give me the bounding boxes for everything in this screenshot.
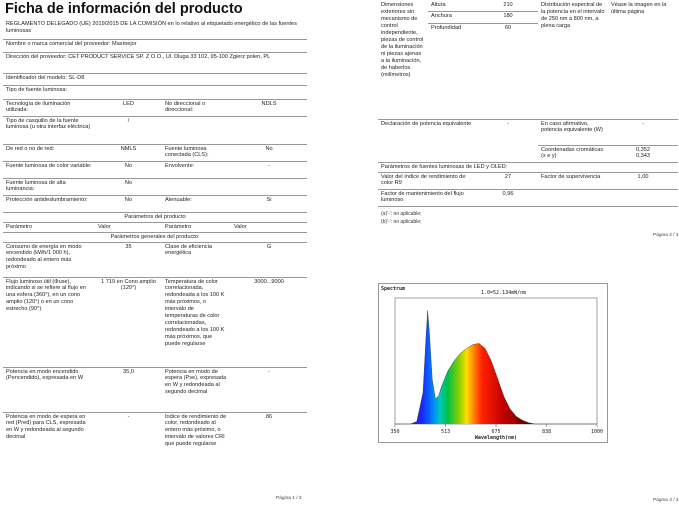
brand-label: Nombre o marca comercial del proveedor: (6, 40, 111, 47)
row-label: Factor de supervivencia (538, 172, 608, 189)
regulation-text: REGLAMENTO DELEGADO (UE) 2019/2015 DE LA COMISIÓN en lo relativo al etiquetado energético de las fuentes luminosas (6, 21, 297, 34)
row-label: Potencia en modo de espera (Pse), expresada en W y redondeada al segundo decimal (162, 367, 231, 412)
column-header: Valor (231, 222, 307, 232)
row-label (162, 178, 231, 195)
row-label: Tipo de casquillo de la fuente luminosa (u otra interfaz eléctrica) (3, 116, 95, 144)
footnote-a: (a)'-': no aplicable; (381, 210, 422, 217)
table-row (3, 242, 307, 277)
row-label: Temperatura de color correlacionada, redondeada a los 100 K más próximos, o intervalo de temperaturas de color correlacionadas, redondeado a los 100 K más próximos, que puede regularse (162, 277, 231, 367)
row-label: Declaración de potencia equivalente (378, 119, 478, 145)
table-row (3, 144, 307, 161)
row-label: Fuente luminosa de color variable: (3, 161, 95, 178)
table-row (3, 195, 307, 212)
product-info-table-continued (378, 1, 678, 227)
regulation-row (3, 20, 307, 39)
general-params-header: Parámetros generales del producto: (3, 232, 307, 242)
row-value: - (478, 119, 538, 145)
row-value: NDLS (231, 99, 307, 116)
dims-row (378, 1, 678, 12)
chroma-y: 0,343 (636, 153, 650, 160)
row-label: Índice de rendimiento de color, redondeado al entero más próximo, o intervalo de valores CRI que puede regularse (162, 412, 231, 464)
table-row (3, 116, 307, 144)
address-row (3, 52, 307, 73)
chroma-x: 0,352 (636, 146, 650, 153)
page-2 (375, 0, 679, 245)
row-label: Factor de mantenimiento del flujo luminoso (378, 189, 478, 206)
spectrum-reading: 1.0=52.134mW/nm (481, 290, 527, 296)
general-params-header-row (3, 232, 307, 242)
led-header-row (378, 162, 678, 172)
page-title: Ficha de información del producto (5, 1, 243, 17)
row-value: LED (95, 99, 162, 116)
source-type-label: Tipo de fuente luminosa: (3, 85, 307, 99)
row-value: 35,0 (95, 367, 162, 412)
page-1 (0, 0, 330, 506)
model-row (3, 73, 307, 85)
dim-value: 210 (478, 1, 538, 12)
row-value (231, 178, 307, 195)
row-label: Flujo luminoso útil (Φuse), indicando si se refiere al flujo en una esfera (360°), en un cono amplio (120°) o en un cono estrecho (90°) (3, 277, 95, 367)
spectrum-chart (378, 283, 608, 443)
table-row (3, 412, 307, 464)
row-label: Potencia en modo de espera en red (Pred) para CLS, expresada en W y redondeada al segundo decimal (3, 412, 95, 464)
spectral-label: Distribución espectral de la potencia en el intervalo de 250 nm a 800 nm, a plena carga (541, 2, 605, 29)
dim-name: Anchura (428, 12, 478, 23)
notes-row (378, 206, 678, 227)
row-value: G (231, 242, 307, 277)
address-label: Dirección del proveedor: (6, 53, 67, 60)
spectrum-area (395, 311, 597, 424)
row-label: Fuente luminosa de alta luminancia: (3, 178, 95, 195)
page-3 (375, 255, 679, 506)
row-value: 1,00 (608, 172, 678, 189)
row-value: 35 (95, 242, 162, 277)
row-label: En caso afirmativo, potencia equivalente (W) (538, 119, 608, 145)
row-value: 1 719 en Cono amplio (120°) (95, 277, 162, 367)
row-value (231, 116, 307, 144)
x-tick-label: 1000 (590, 429, 604, 435)
table-row (378, 189, 678, 206)
model-value: SL-D8 (68, 74, 85, 81)
product-params-header-row (3, 212, 307, 222)
row-label: De red o no de red: (3, 144, 95, 161)
source-type-row (3, 85, 307, 99)
row-label: Atenuable: (162, 195, 231, 212)
row-label: Consumo de energía en modo encendido (kWh/1 000 h), redondeado al entero más próximo (3, 242, 95, 277)
column-header: Valor (95, 222, 162, 232)
row-value: / (95, 116, 162, 144)
table-row (3, 367, 307, 412)
row-label: Valor del índice de rendimiento de color R9 (378, 172, 478, 189)
table-row (378, 119, 678, 145)
x-tick-label: 350 (390, 429, 400, 435)
table-row (378, 172, 678, 189)
footnote-b: (b)'-': no aplicable; (381, 218, 422, 225)
x-tick-label: 838 (542, 429, 552, 435)
page-number: Página 3 / 3 (653, 498, 679, 503)
table-row (378, 145, 678, 162)
product-params-header: Parámetros del producto (3, 212, 307, 222)
row-label: Coordenadas cromáticas (x e y) (538, 145, 608, 162)
row-value: 27 (478, 172, 538, 189)
table-row (3, 99, 307, 116)
table-row (3, 161, 307, 178)
row-value: No (95, 195, 162, 212)
row-label: Protección antideslumbramiento: (3, 195, 95, 212)
row-value: No (95, 161, 162, 178)
row-label: Fuente luminosa conectada (CLS): (162, 144, 231, 161)
row-label: Envolvente: (162, 161, 231, 178)
dim-value: 180 (478, 12, 538, 23)
row-value: - (608, 119, 678, 145)
row-value: 86 (231, 412, 307, 464)
dim-name: Profundidad (431, 24, 462, 31)
row-label (162, 116, 231, 144)
row-value: 3000...9000 (231, 277, 307, 367)
dims-label: Dimensiones exteriores sin mecanismo de control independiente, piezas de control de la iluminación ni piezas ajenas a la iluminación, de haberlos (milímetros) (381, 2, 424, 78)
row-value: NMLS (95, 144, 162, 161)
row-value: No (231, 144, 307, 161)
table-row (3, 277, 307, 367)
page-number: Página 2 / 3 (653, 233, 679, 238)
address-value: CET PRODUCT SERVICE SP. Z O.O., Ul. Dluga 33 102, 95-100 Zgierz polen, PL (68, 53, 271, 60)
row-value: Si (231, 195, 307, 212)
dim-name: Altura (428, 1, 478, 12)
x-tick-label: 675 (491, 429, 501, 435)
brand-value: Masmejor (112, 40, 137, 47)
row-label: Clase de eficiencia energética (162, 242, 231, 277)
spectrum-plot (379, 284, 607, 442)
led-header: Parámetros de fuentes luminosas de LED y OLED: (378, 162, 678, 172)
row-value: 0,96 (478, 189, 538, 206)
chart-title: Spectrum (381, 286, 406, 292)
row-value: No (95, 178, 162, 195)
column-header: Parámetro (3, 222, 95, 232)
dim-value: 60 (504, 24, 512, 31)
row-label: No direccional o direccional: (162, 99, 231, 116)
row-value: - (231, 161, 307, 178)
row-label: Potencia en modo encendido (Pencendido), expresada en W (3, 367, 95, 412)
row-label: Tecnología de iluminación utilizada: (3, 99, 95, 116)
column-header-row (3, 222, 307, 232)
row-value: - (95, 412, 162, 464)
row-value: - (231, 367, 307, 412)
brand-row (3, 39, 307, 52)
product-info-table (3, 20, 307, 464)
model-label: Identificador del modelo: (6, 74, 67, 81)
table-row (3, 178, 307, 195)
x-tick-label: 513 (441, 429, 451, 435)
column-header: Parámetro (162, 222, 231, 232)
spectral-value: Véase la imagen en la última página (611, 2, 667, 15)
page-number: Página 1 / 3 (276, 496, 302, 501)
x-axis-label: Wavelength(nm) (474, 435, 518, 441)
